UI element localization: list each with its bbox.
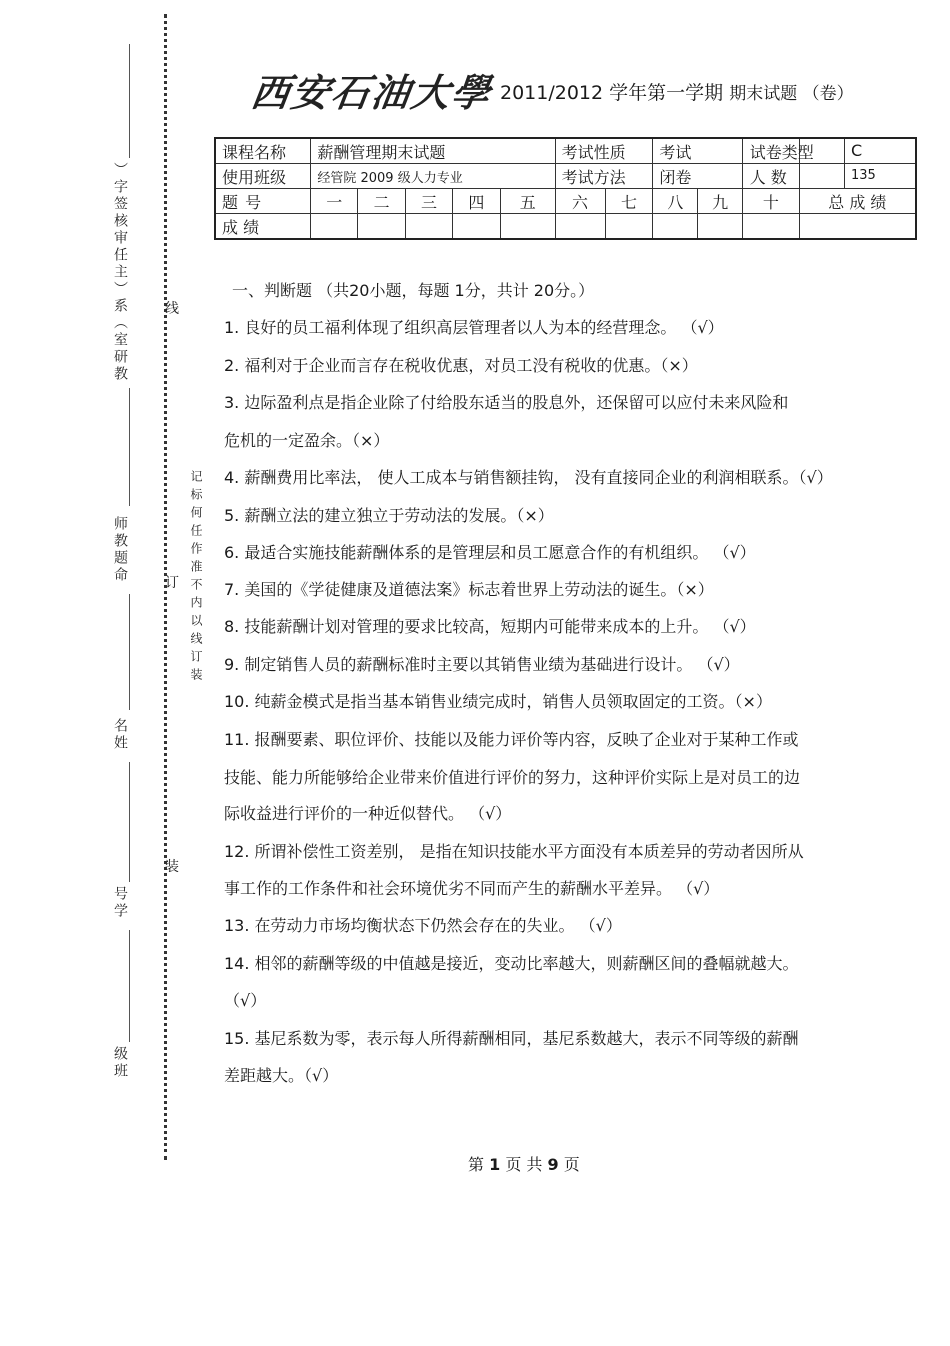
table-cell: 二 bbox=[358, 189, 406, 214]
score-cell bbox=[555, 214, 605, 240]
table-row bbox=[215, 164, 916, 189]
exam-nature: 考试 bbox=[653, 138, 743, 164]
table-row bbox=[215, 138, 916, 164]
field-label-reviewer: ）字签核审任主）系（室研教 bbox=[112, 162, 128, 383]
score-cell bbox=[452, 214, 500, 240]
score-cell bbox=[799, 214, 916, 240]
score-cell bbox=[358, 214, 406, 240]
question-line: 8. 技能薪酬计划对管理的要求比较高，短期内可能带来成本的上升。 （√） bbox=[224, 617, 756, 636]
question-line: （√） bbox=[224, 991, 267, 1010]
university-logo: 西安石油大學 bbox=[248, 70, 495, 115]
table-cell: 四 bbox=[452, 189, 500, 214]
question-line: 11. 报酬要素、职位评价、技能以及能力评价等内容，反映了企业对于某种工作或 bbox=[224, 730, 799, 749]
course-name: 薪酬管理期末试题 bbox=[311, 138, 555, 164]
field-label-teacher: 师教题命 bbox=[112, 516, 128, 584]
question-line: 事工作的工作条件和社会环境优劣不同而产生的薪酬水平差异。 （√） bbox=[224, 879, 720, 898]
question-line: 差距越大。（√） bbox=[224, 1066, 339, 1085]
footer-prefix: 第 bbox=[468, 1155, 485, 1174]
table-cell: 考试方法 bbox=[555, 164, 653, 189]
exam-method: 闭卷 bbox=[653, 164, 743, 189]
section-title: 一、判断题 （共20小题，每题 1分，共计 20分。） bbox=[232, 281, 595, 300]
table-cell: 题 号 bbox=[215, 189, 311, 214]
field-line bbox=[129, 930, 130, 1042]
page-footer bbox=[468, 1152, 580, 1175]
current-page-number: 1 bbox=[489, 1155, 501, 1174]
field-label-class: 级班 bbox=[112, 1046, 128, 1080]
binding-notice: 记标何任作准不内以线订装 bbox=[189, 470, 203, 686]
binding-char-ding: 订 bbox=[165, 575, 179, 591]
question-line: 7. 美国的《学徒健康及道德法案》标志着世界上劳动法的诞生。（×） bbox=[224, 580, 714, 599]
table-cell: 八 bbox=[653, 189, 698, 214]
score-cell bbox=[605, 214, 653, 240]
footer-suffix: 页 bbox=[563, 1155, 580, 1174]
exam-type-label: 期末试题 （卷） bbox=[729, 84, 854, 104]
question-line: 际收益进行评价的一种近似替代。 （√） bbox=[224, 804, 512, 823]
score-cell bbox=[311, 214, 358, 240]
table-cell: 一 bbox=[311, 189, 358, 214]
score-cell bbox=[698, 214, 743, 240]
table-cell: 课程名称 bbox=[215, 138, 311, 164]
table-cell: 七 bbox=[605, 189, 653, 214]
headcount-cell bbox=[749, 164, 916, 189]
question-line: 9. 制定销售人员的薪酬标准时主要以其销售业绩为基础进行设计。 （√） bbox=[224, 655, 740, 674]
paper-type-label: 试卷类型 bbox=[749, 142, 814, 162]
table-cell: 三 bbox=[406, 189, 453, 214]
table-row bbox=[215, 214, 916, 240]
question-line: 12. 所谓补偿性工资差别， 是指在知识技能水平方面没有本质差异的劳动者因所从 bbox=[224, 842, 804, 861]
table-cell: 六 bbox=[555, 189, 605, 214]
question-line: 14. 相邻的薪酬等级的中值越是接近，变动比率越大，则薪酬区间的叠幅就越大。 bbox=[224, 954, 799, 973]
total-page-count: 9 bbox=[547, 1155, 559, 1174]
question-line: 技能、能力所能够给企业带来价值进行评价的努力，这种评价实际上是对员工的边 bbox=[224, 768, 801, 787]
field-line bbox=[129, 762, 130, 882]
question-line: 危机的一定盈余。（×） bbox=[224, 431, 390, 450]
paper-type-cell bbox=[749, 138, 916, 164]
headcount-label: 人 数 bbox=[749, 167, 787, 187]
term-label: 2011/2012 学年第一学期 bbox=[500, 82, 724, 104]
question-line: 13. 在劳动力市场均衡状态下仍然会存在的失业。 （√） bbox=[224, 916, 622, 935]
table-cell: 考试性质 bbox=[555, 138, 653, 164]
field-label-name: 名姓 bbox=[112, 718, 128, 752]
question-line: 4. 薪酬费用比率法， 使人工成本与销售额挂钩， 没有直接同企业的利润相联系。（√） bbox=[224, 468, 833, 487]
headcount-value: 135 bbox=[844, 164, 915, 188]
score-cell bbox=[406, 214, 453, 240]
binding-char-xian: 线 bbox=[165, 301, 179, 317]
table-cell: 总 成 绩 bbox=[799, 189, 916, 214]
field-line bbox=[129, 388, 130, 506]
table-cell: 九 bbox=[698, 189, 743, 214]
question-line: 3. 边际盈利点是指企业除了付给股东适当的股息外，还保留可以应付未来风险和 bbox=[224, 393, 789, 412]
question-line: 1. 良好的员工福利体现了组织高层管理者以人为本的经营理念。 （√） bbox=[224, 318, 724, 337]
exam-header bbox=[500, 78, 854, 105]
table-cell: 使用班级 bbox=[215, 164, 311, 189]
question-line: 5. 薪酬立法的建立独立于劳动法的发展。（×） bbox=[224, 506, 554, 525]
score-cell bbox=[500, 214, 555, 240]
table-cell: 十 bbox=[743, 189, 800, 214]
exam-info-table bbox=[214, 137, 917, 240]
score-cell bbox=[653, 214, 698, 240]
signature-line bbox=[129, 44, 130, 158]
class-name: 经管院 2009 级人力专业 bbox=[311, 164, 555, 189]
field-label-student-id: 号学 bbox=[112, 886, 128, 920]
footer-middle: 页 共 bbox=[505, 1155, 543, 1174]
score-cell bbox=[743, 214, 800, 240]
question-line: 10. 纯薪金模式是指当基本销售业绩完成时，销售人员领取固定的工资。（×） bbox=[224, 692, 772, 711]
paper-type-value: C bbox=[844, 139, 915, 163]
table-row bbox=[215, 189, 916, 214]
question-line: 2. 福利对于企业而言存在税收优惠，对员工没有税收的优惠。（×） bbox=[224, 356, 698, 375]
table-cell: 五 bbox=[500, 189, 555, 214]
table-cell: 成 绩 bbox=[215, 214, 311, 240]
field-line bbox=[129, 594, 130, 710]
question-line: 15. 基尼系数为零，表示每人所得薪酬相同，基尼系数越大，表示不同等级的薪酬 bbox=[224, 1029, 799, 1048]
question-line: 6. 最适合实施技能薪酬体系的是管理层和员工愿意合作的有机组织。 （√） bbox=[224, 543, 756, 562]
binding-char-zhuang: 装 bbox=[165, 859, 179, 875]
